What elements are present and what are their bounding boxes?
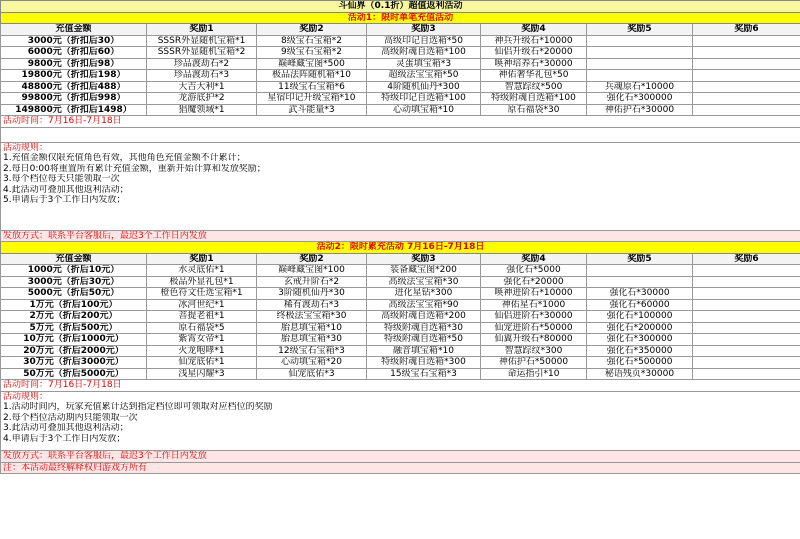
reward-cell: 仙宠底佑*3: [257, 368, 367, 380]
reward-cell: 高级附魂自选箱*100: [367, 47, 481, 59]
table-row: [1, 276, 800, 288]
reward-cell: SSSR外显随机宝箱*2: [147, 47, 257, 59]
activity-banner: 活动1：限时单笔充值活动: [1, 12, 800, 24]
reward-cell: 冰河世纪*1: [147, 299, 257, 311]
reward-cell: 胎息填宝箱*30: [257, 334, 367, 346]
column-header: 奖励1: [147, 253, 257, 265]
reward-cell: 强化石*60000: [587, 299, 693, 311]
reward-cell: 神佑护石*30000: [587, 104, 693, 116]
rule-item: 4.申请后于3个工作日内发放；: [1, 434, 800, 445]
activity-banner: 活动2：限时累充活动 7月16日-7月18日: [1, 242, 800, 254]
reward-cell: 智慧踪纹*500: [481, 81, 587, 93]
reward-cell: 仙宠进阶石*50000: [481, 322, 587, 334]
spacer: [1, 127, 800, 142]
reward-cell: 仙侣升级石*20000: [481, 47, 587, 59]
reward-cell: [693, 357, 800, 369]
rule-item: 2.每个档位活动期内只能领取一次: [1, 413, 800, 424]
table-row: [1, 265, 800, 277]
reward-cell: 浅星闪耀*3: [147, 368, 257, 380]
reward-cell: [587, 58, 693, 70]
amount-cell: 2万元（折后200元）: [1, 311, 147, 323]
reward-cell: 特级印记自选箱*100: [367, 93, 481, 105]
amount-cell: 10万元（折后1000元）: [1, 334, 147, 346]
reward-cell: [587, 35, 693, 47]
reward-cell: [693, 311, 800, 323]
amount-cell: 20万元（折后2000元）: [1, 345, 147, 357]
reward-cell: 仙翼升级石*80000: [481, 334, 587, 346]
table-row: [1, 70, 800, 82]
amount-cell: 5万元（折后500元）: [1, 322, 147, 334]
reward-cell: 橙色符文任选宝箱*1: [147, 288, 257, 300]
reward-cell: 高级法宝宝箱*90: [367, 299, 481, 311]
reward-cell: 猖魔领域*1: [147, 104, 257, 116]
amount-cell: 30万元（折后3000元）: [1, 357, 147, 369]
table-row: [1, 334, 800, 346]
reward-cell: [693, 35, 800, 47]
rules-title: 活动规则：: [1, 391, 800, 402]
table-row: [1, 357, 800, 369]
reward-cell: [693, 104, 800, 116]
reward-cell: 3阶随机仙丹*30: [257, 288, 367, 300]
amount-cell: 1万元（折后100元）: [1, 299, 147, 311]
table-row: [1, 299, 800, 311]
reward-cell: 4阶随机仙丹*300: [367, 81, 481, 93]
reward-cell: 极品法阵随机箱*10: [257, 70, 367, 82]
column-header: 充值金额: [1, 253, 147, 265]
reward-cell: 珍品渡劫石*2: [147, 58, 257, 70]
reward-cell: [693, 265, 800, 277]
reward-cell: 稀有渡劫石*3: [257, 299, 367, 311]
reward-cell: 智慧踪纹*300: [481, 345, 587, 357]
reward-cell: [587, 265, 693, 277]
amount-cell: 5000元（折后50元）: [1, 288, 147, 300]
reward-cell: 8级宝石宝箱*2: [257, 35, 367, 47]
reward-cell: 胎息填宝箱*10: [257, 322, 367, 334]
rule-item: 3.此活动可叠加其他返利活动；: [1, 423, 800, 434]
reward-cell: 神兵升级石*10000: [481, 35, 587, 47]
reward-cell: 兵魂原石*10000: [587, 81, 693, 93]
column-header: 奖励5: [587, 24, 693, 36]
reward-cell: [693, 58, 800, 70]
reward-cell: [693, 345, 800, 357]
reward-cell: 玄戒升阶石*2: [257, 276, 367, 288]
table-row: [1, 322, 800, 334]
reward-cell: 强化石*5000: [481, 265, 587, 277]
reward-cell: [587, 70, 693, 82]
activity-time: 活动时间：7月16日-7月18日: [1, 116, 800, 128]
rule-item: 2.每日0:00将重置所有累计充值金额，重新开始计算和发放奖励；: [1, 164, 800, 175]
reward-cell: [693, 288, 800, 300]
amount-cell: 99800元（折扣后998）: [1, 93, 147, 105]
column-header: 奖励2: [257, 253, 367, 265]
reward-cell: 水灵底佑*1: [147, 265, 257, 277]
reward-cell: 特级附魂自选箱*300: [367, 357, 481, 369]
reward-cell: SSSR外显随机宝箱*1: [147, 35, 257, 47]
reward-cell: 大吉大利*1: [147, 81, 257, 93]
table-row: [1, 288, 800, 300]
column-header: 奖励3: [367, 253, 481, 265]
rules-title: 活动规则：: [1, 142, 800, 153]
reward-cell: 火龙咆哮*1: [147, 345, 257, 357]
reward-cell: [693, 299, 800, 311]
column-header: 奖励6: [693, 24, 800, 36]
reward-cell: 强化石*200000: [587, 322, 693, 334]
reward-cell: 强化石*100000: [587, 311, 693, 323]
reward-cell: [587, 47, 693, 59]
reward-cell: 龙游底护*2: [147, 93, 257, 105]
reward-cell: 唤神进阶石*10000: [481, 288, 587, 300]
rule-item: 1.充值金额仅限充值角色有效，其他角色充值金额不计累计；: [1, 153, 800, 164]
reward-cell: 特级附魂自选箱*100: [481, 93, 587, 105]
reward-cell: 菩提老祖*1: [147, 311, 257, 323]
reward-cell: [587, 276, 693, 288]
reward-cell: [693, 47, 800, 59]
reward-cell: 唤神培养石*30000: [481, 58, 587, 70]
reward-cell: 高级附魂自选箱*200: [367, 311, 481, 323]
reward-cell: 心动填宝箱*10: [367, 104, 481, 116]
reward-cell: 仙侣进阶石*30000: [481, 311, 587, 323]
reward-cell: 终极法宝宝箱*30: [257, 311, 367, 323]
reward-cell: 原石福袋*30: [481, 104, 587, 116]
reward-cell: 命运指引*10: [481, 368, 587, 380]
table-row: [1, 104, 800, 116]
reward-cell: [693, 93, 800, 105]
reward-cell: [693, 70, 800, 82]
amount-cell: 3000元（折扣后30）: [1, 35, 147, 47]
table-row: [1, 81, 800, 93]
reward-cell: 紫霄女帝*1: [147, 334, 257, 346]
table-row: [1, 368, 800, 380]
reward-cell: [693, 322, 800, 334]
table-row: [1, 93, 800, 105]
reward-cell: 装备藏宝图*200: [367, 265, 481, 277]
column-header: 奖励5: [587, 253, 693, 265]
delivery-note: 发放方式：联系平台客服后，最迟3个工作日内发放: [1, 230, 800, 242]
amount-cell: 1000元（折后10元）: [1, 265, 147, 277]
delivery-note: 发放方式：联系平台客服后，最迟3个工作日内发放: [1, 451, 800, 463]
rule-item: 3.每个档位每天只能领取一次: [1, 174, 800, 185]
reward-cell: [693, 368, 800, 380]
reward-cell: 9级宝石宝箱*2: [257, 47, 367, 59]
amount-cell: 9800元（折扣后98）: [1, 58, 147, 70]
reward-cell: 高级法宝宝箱*30: [367, 276, 481, 288]
column-header: 奖励4: [481, 24, 587, 36]
table-row: [1, 35, 800, 47]
reward-cell: 高级印记自选箱*50: [367, 35, 481, 47]
rule-item: 1.活动时间内，玩家充值累计达到指定档位即可领取对应档位的奖励: [1, 402, 800, 413]
amount-cell: 6000元（折扣后60）: [1, 47, 147, 59]
reward-cell: 强化石*30000: [587, 288, 693, 300]
reward-cell: 强化石*300000: [587, 93, 693, 105]
activity-time: 活动时间：7月16日-7月18日: [1, 380, 800, 392]
reward-cell: 巅峰藏宝图*500: [257, 58, 367, 70]
reward-cell: 原石福袋*5: [147, 322, 257, 334]
reward-cell: 融音填宝箱*10: [367, 345, 481, 357]
reward-cell: 秘语残页*30000: [587, 368, 693, 380]
reward-cell: [693, 334, 800, 346]
reward-cell: 灵蛋填宝箱*3: [367, 58, 481, 70]
reward-cell: 神佑星石*1000: [481, 299, 587, 311]
table-row: [1, 345, 800, 357]
reward-cell: 心动填宝箱*20: [257, 357, 367, 369]
reward-cell: 极品外显礼包*1: [147, 276, 257, 288]
rule-item: 4.此活动可叠加其他返利活动；: [1, 185, 800, 196]
reward-cell: [693, 276, 800, 288]
reward-cell: 巅峰藏宝图*100: [257, 265, 367, 277]
reward-cell: 特级附魂自选箱*30: [367, 322, 481, 334]
table-row: [1, 58, 800, 70]
column-header: 充值金额: [1, 24, 147, 36]
footnote: 注：本活动最终解释权归游戏方所有: [1, 462, 800, 474]
reward-cell: 星宿印记升级宝箱*10: [257, 93, 367, 105]
reward-cell: 神佑奢华礼包*50: [481, 70, 587, 82]
reward-cell: 强化石*300000: [587, 334, 693, 346]
column-header: 奖励3: [367, 24, 481, 36]
reward-cell: [693, 81, 800, 93]
amount-cell: 19800元（折扣后198）: [1, 70, 147, 82]
amount-cell: 50万元（折后5000元）: [1, 368, 147, 380]
reward-cell: 特级附魂自选箱*50: [367, 334, 481, 346]
amount-cell: 48800元（折扣后488）: [1, 81, 147, 93]
amount-cell: 3000元（折后30元）: [1, 276, 147, 288]
reward-cell: 超级法宝宝箱*50: [367, 70, 481, 82]
reward-cell: 强化石*350000: [587, 345, 693, 357]
reward-cell: 12级宝石宝箱*3: [257, 345, 367, 357]
reward-cell: 珍品渡劫石*3: [147, 70, 257, 82]
amount-cell: 149800元（折扣后1498）: [1, 104, 147, 116]
column-header: 奖励4: [481, 253, 587, 265]
column-header: 奖励2: [257, 24, 367, 36]
table-row: [1, 47, 800, 59]
reward-cell: 11级宝石宝箱*6: [257, 81, 367, 93]
reward-cell: 15级宝石宝箱*3: [367, 368, 481, 380]
reward-cell: 仙宠底佑*1: [147, 357, 257, 369]
column-header: 奖励1: [147, 24, 257, 36]
reward-cell: 强化石*20000: [481, 276, 587, 288]
page-title: 斗仙界（0.1折）超值返利活动: [1, 1, 800, 13]
spacer: [1, 206, 800, 231]
reward-cell: 进化星钻*300: [367, 288, 481, 300]
reward-cell: 神佑护石*50000: [481, 357, 587, 369]
reward-cell: 武斗能量*3: [257, 104, 367, 116]
column-header: 奖励6: [693, 253, 800, 265]
reward-cell: 强化石*500000: [587, 357, 693, 369]
rule-item: 5.申请后于3个工作日内发放；: [1, 195, 800, 206]
table-row: [1, 311, 800, 323]
